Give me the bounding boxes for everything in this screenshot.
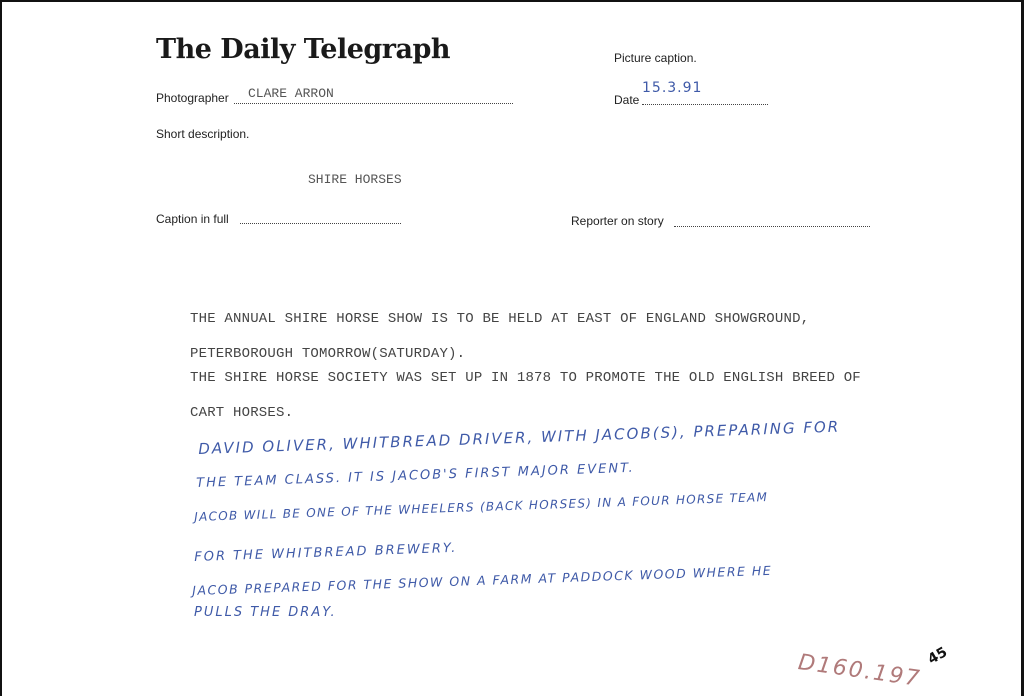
typed-caption-line-4: CART HORSES. — [190, 405, 294, 421]
picture-caption-label: Picture caption. — [614, 51, 697, 65]
handwritten-line-2: THE TEAM CLASS. IT IS JACOB'S FIRST MAJOR EVENT. — [196, 460, 635, 491]
handwritten-line-5: JACOB PREPARED FOR THE SHOW ON A FARM AT PADDOCK WOOD WHERE HE — [192, 562, 773, 598]
handwritten-line-4: FOR THE WHITBREAD BREWERY. — [194, 540, 458, 565]
stamp-mark: 45 — [925, 644, 951, 668]
reporter-line — [674, 226, 870, 227]
border-top — [0, 0, 1024, 2]
short-description-label: Short description. — [156, 127, 250, 141]
caption-in-full-label: Caption in full — [156, 212, 229, 226]
newspaper-masthead: The Daily Telegraph — [156, 34, 451, 65]
handwritten-line-6: PULLS THE DRAY. — [194, 605, 337, 620]
photographer-label: Photographer — [156, 91, 229, 105]
typed-caption-line-2: PETERBOROUGH TOMORROW(SATURDAY). — [190, 346, 466, 362]
short-description-value: SHIRE HORSES — [308, 172, 402, 187]
typed-caption-line-1: THE ANNUAL SHIRE HORSE SHOW IS TO BE HELD AT EAST OF ENGLAND SHOWGROUND, — [190, 311, 810, 327]
typed-caption-line-3: THE SHIRE HORSE SOCIETY WAS SET UP IN 1878 TO PROMOTE THE OLD ENGLISH BREED OF — [190, 370, 861, 386]
date-line — [642, 104, 768, 105]
handwritten-line-3: JACOB WILL BE ONE OF THE WHEELERS (BACK HORSES) IN A FOUR HORSE TEAM — [194, 489, 769, 524]
archive-reference-number: D160.197 — [796, 650, 923, 693]
caption-in-full-line — [240, 223, 401, 224]
date-label: Date — [614, 93, 640, 107]
photographer-line — [234, 103, 513, 104]
reporter-label: Reporter on story — [571, 214, 664, 228]
photographer-value: CLARE ARRON — [248, 86, 334, 101]
handwritten-line-1: DAVID OLIVER, WHITBREAD DRIVER, WITH JACOB(S), PREPARING FOR — [198, 417, 841, 458]
border-left — [0, 0, 2, 696]
date-value: 15.3.91 — [642, 80, 703, 96]
